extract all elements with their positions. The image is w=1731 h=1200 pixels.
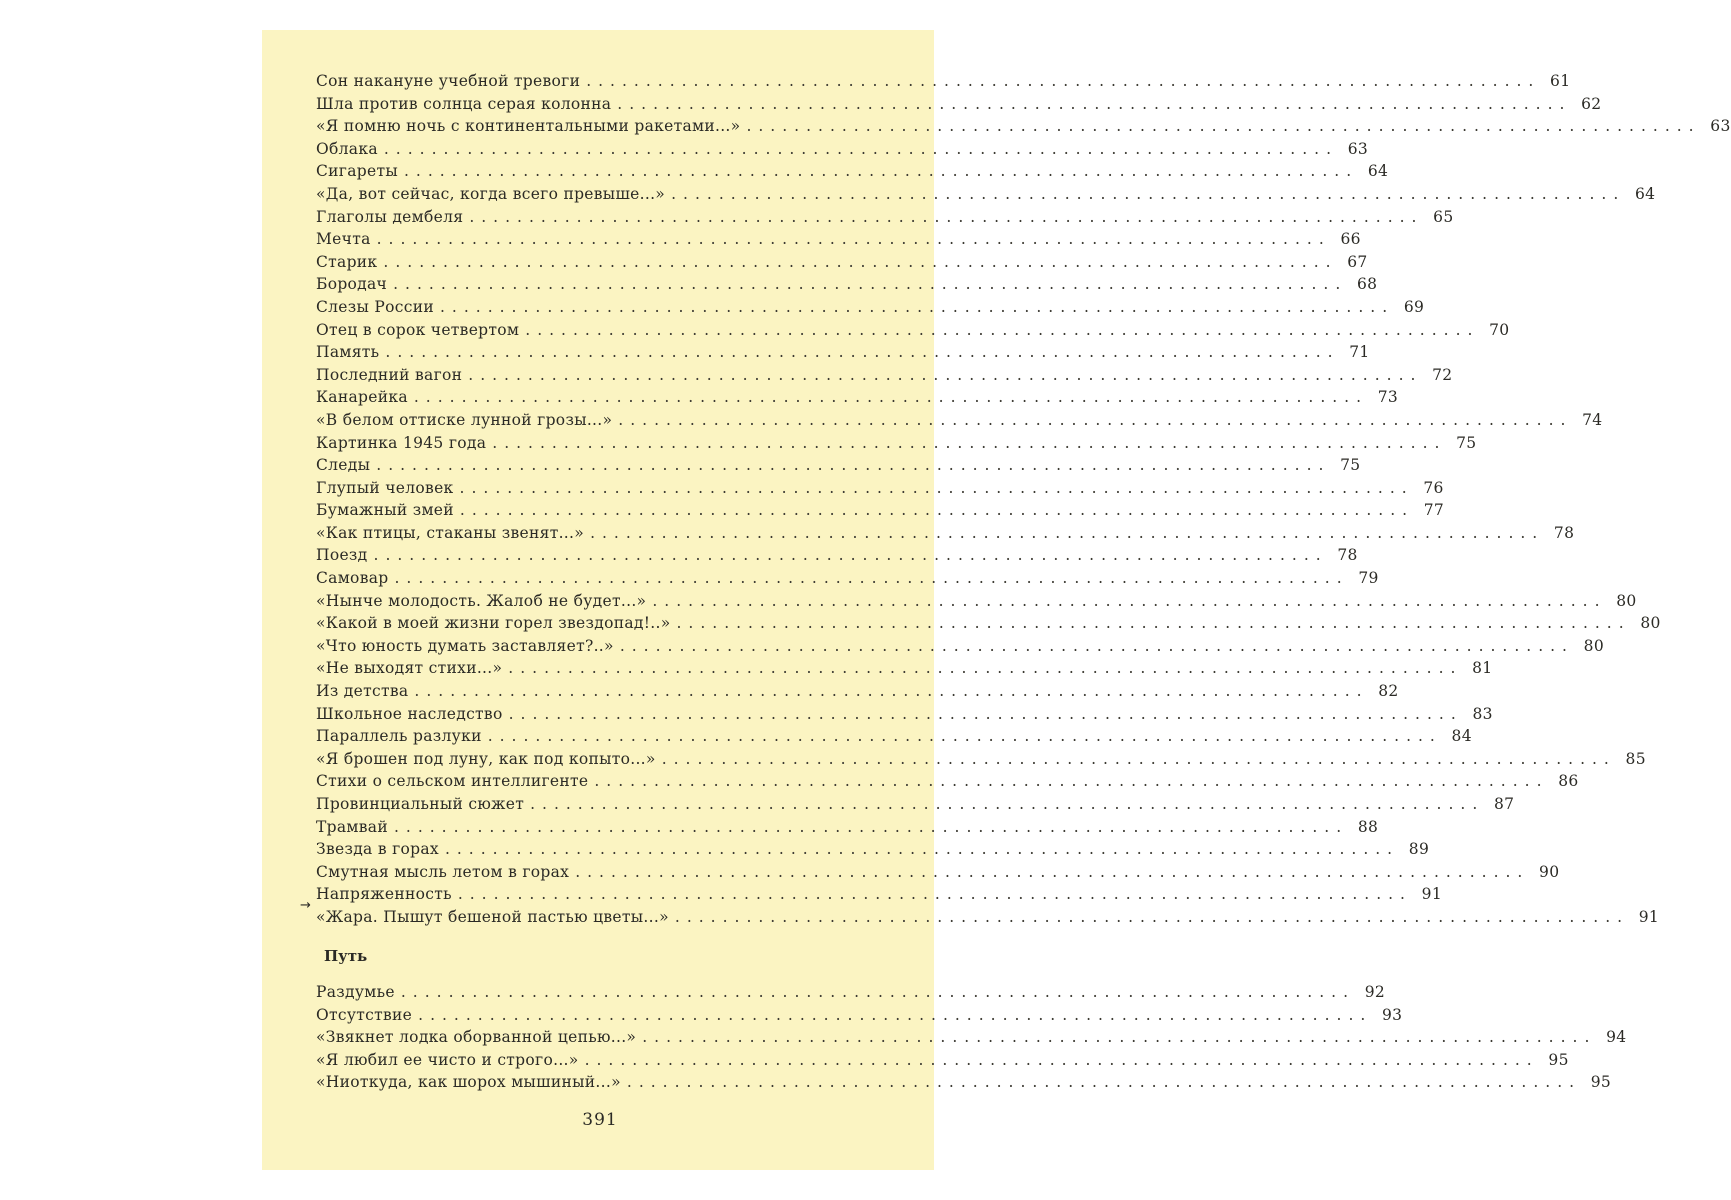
toc-entry-title: Сон накануне учебной тревоги	[316, 72, 581, 90]
toc-entry	[316, 635, 1604, 658]
toc-entry-page: 87	[1493, 795, 1515, 813]
toc-entry-page: 62	[1581, 94, 1602, 113]
dot-leader: ................................................................................	[746, 117, 1701, 136]
toc-entry-page: 95	[1590, 1073, 1612, 1092]
toc-entry-page: 84	[1451, 727, 1472, 746]
toc-entry-page: 65	[1433, 207, 1454, 226]
toc-entry-title: Из детства	[316, 682, 409, 701]
toc-entry-page: 80	[1616, 591, 1637, 610]
toc-entry-title: Бородач	[316, 275, 388, 294]
toc-entry	[316, 522, 1575, 545]
toc-entry	[316, 70, 1571, 93]
dot-leader: ................................................................................	[418, 1005, 1373, 1024]
toc-entry-title: Трамвай	[316, 817, 388, 836]
dot-leader: ................................................................................	[661, 749, 1616, 768]
toc-entry	[316, 544, 1358, 567]
toc-entry-title: «Я брошен под луну, как под копыто...»	[316, 749, 656, 768]
toc-entry-title: Параллель разлуки	[316, 727, 482, 746]
dot-leader: ................................................................................	[444, 840, 1400, 859]
toc-entry-title: «Нынче молодость. Жалоб не будет...»	[316, 591, 647, 610]
toc-entry	[316, 296, 1425, 319]
dot-leader: ................................................................................	[468, 365, 1423, 384]
toc-entry	[316, 703, 1493, 726]
toc-entry-title: «Не выходят стихи...»	[316, 659, 503, 678]
dot-leader: ................................................................................	[383, 139, 1339, 158]
dot-leader: ................................................................................	[400, 983, 1356, 1001]
page-number: 391	[582, 1110, 618, 1130]
toc-entry	[316, 138, 1369, 161]
dot-leader: ................................................................................	[459, 478, 1414, 497]
dot-leader: ................................................................................	[575, 862, 1530, 881]
toc-entry-page: 88	[1357, 817, 1379, 836]
toc-entry	[316, 183, 1656, 206]
dot-leader: ................................................................................	[393, 275, 1348, 294]
toc-entry-title: Картинка 1945 года	[316, 433, 487, 452]
toc-entry-title: Последний вагон	[316, 365, 463, 384]
toc-entry-page: 70	[1489, 320, 1510, 339]
toc-entry	[316, 1004, 1403, 1027]
toc-entry	[316, 725, 1472, 748]
toc-entry-title: Отец в сорок четвертом	[316, 320, 520, 339]
toc-entry-title: Бумажный змей	[316, 501, 454, 520]
toc-entry-page: 91	[1638, 907, 1660, 926]
dot-leader: ................................................................................	[626, 1073, 1582, 1092]
toc-entry-page: 64	[1634, 184, 1656, 203]
toc-entry-title: «В белом оттиске лунной грозы...»	[316, 410, 613, 429]
dot-leader: ................................................................................	[492, 433, 1447, 452]
toc-entry-title: Следы	[316, 456, 371, 475]
toc-entry-page: 66	[1340, 230, 1361, 249]
toc-entry-page: 94	[1606, 1028, 1627, 1047]
toc-entry-title: Шла против солнца серая колонна	[316, 94, 612, 113]
toc-entry-title: Канарейка	[316, 388, 408, 407]
dot-leader: ................................................................................	[383, 252, 1338, 271]
toc-entry-title: «Звякнет лодка оборванной цепью...»	[316, 1028, 637, 1047]
toc-entry-page: 95	[1548, 1050, 1569, 1069]
toc-entry-title: Мечта	[316, 230, 371, 249]
toc-entry-page: 86	[1558, 772, 1579, 791]
dot-leader: ................................................................................	[586, 72, 1541, 90]
toc-entry	[316, 454, 1361, 477]
dot-leader: ................................................................................	[530, 795, 1485, 813]
dot-leader: ................................................................................	[674, 907, 1630, 926]
toc-entry-title: «Ниоткуда, как шорох мышиный...»	[316, 1073, 621, 1092]
dot-leader: ................................................................................	[642, 1028, 1597, 1047]
dot-leader: ................................................................................	[394, 569, 1349, 588]
dot-leader: ................................................................................	[594, 772, 1549, 791]
toc-entry-page: 93	[1382, 1005, 1403, 1024]
toc-entry	[316, 251, 1368, 274]
toc-entry	[316, 981, 1386, 1004]
toc-entry	[316, 748, 1646, 771]
toc-entry-page: 75	[1456, 433, 1477, 452]
toc-entry	[316, 1049, 1569, 1072]
toc-entry	[316, 590, 1637, 613]
dot-leader: ................................................................................	[373, 546, 1328, 565]
toc-entry-page: 80	[1640, 614, 1661, 633]
toc-entry	[316, 567, 1379, 590]
toc-entry	[316, 319, 1510, 342]
dot-leader: ................................................................................	[393, 817, 1349, 836]
toc-entry	[316, 861, 1560, 884]
toc-entry	[316, 883, 1442, 906]
toc-entry	[316, 612, 1661, 635]
toc-entry	[316, 409, 1603, 432]
table-of-contents-section-2	[316, 981, 1627, 1094]
dot-leader: ................................................................................	[508, 659, 1463, 678]
dot-leader: ................................................................................	[403, 162, 1359, 181]
toc-entry-page: 68	[1356, 275, 1378, 294]
margin-arrow-mark: →	[300, 898, 311, 913]
dot-leader: ................................................................................	[459, 501, 1415, 520]
toc-entry	[316, 386, 1399, 409]
table-of-contents	[316, 70, 1731, 929]
toc-entry	[316, 816, 1379, 839]
toc-entry-title: «Я помню ночь с континентальными ракетами...»	[316, 117, 741, 136]
toc-entry	[316, 838, 1430, 861]
toc-entry-title: «Что юность думать заставляет?..»	[316, 636, 614, 655]
toc-entry	[316, 770, 1579, 793]
dot-leader: ................................................................................	[487, 727, 1442, 746]
dot-leader: ................................................................................	[676, 614, 1631, 633]
toc-entry-title: Слезы России	[316, 297, 434, 316]
toc-entry-title: «Какой в моей жизни горел звездопад!..»	[316, 614, 671, 633]
toc-entry-page: 63	[1347, 139, 1369, 158]
dot-leader: ................................................................................	[652, 591, 1607, 610]
toc-entry-title: Поезд	[316, 546, 368, 565]
toc-entry-title: Облака	[316, 139, 378, 158]
toc-entry	[316, 93, 1602, 116]
toc-entry	[316, 793, 1515, 816]
toc-entry-page: 91	[1421, 885, 1442, 904]
toc-entry-page: 73	[1377, 388, 1399, 407]
toc-entry-title: «Жара. Пышут бешеной пастью цветы...»	[316, 907, 669, 926]
toc-entry-page: 78	[1337, 546, 1358, 565]
toc-entry	[316, 477, 1444, 500]
toc-entry	[316, 228, 1361, 251]
toc-entry	[316, 364, 1453, 387]
toc-entry	[316, 160, 1389, 183]
dot-leader: ................................................................................	[671, 184, 1626, 203]
dot-leader: ................................................................................	[414, 682, 1369, 701]
toc-entry-title: Память	[316, 343, 380, 362]
dot-leader: ................................................................................	[508, 704, 1463, 723]
toc-entry-title: Старик	[316, 252, 378, 271]
toc-entry-page: 64	[1367, 162, 1389, 181]
toc-entry-page: 67	[1347, 252, 1368, 271]
toc-entry	[316, 206, 1454, 229]
toc-entry	[316, 499, 1445, 522]
dot-leader: ................................................................................	[469, 207, 1424, 226]
toc-entry-page: 85	[1625, 749, 1646, 768]
toc-entry	[316, 657, 1493, 680]
toc-entry-title: Напряженность	[316, 885, 452, 904]
toc-entry-page: 75	[1340, 456, 1361, 475]
toc-entry-title: Провинциальный сюжет	[316, 795, 525, 813]
toc-entry	[316, 906, 1660, 929]
dot-leader: ................................................................................	[590, 523, 1545, 542]
toc-entry	[316, 432, 1477, 455]
toc-entry-page: 71	[1349, 343, 1370, 362]
toc-entry-title: Смутная мысль летом в горах	[316, 862, 570, 881]
toc-entry-page: 72	[1432, 365, 1453, 384]
dot-leader: ................................................................................	[376, 456, 1331, 475]
section-heading: Путь	[324, 947, 368, 965]
toc-entry-page: 92	[1364, 983, 1386, 1001]
toc-entry-page: 63	[1710, 117, 1731, 136]
dot-leader: ................................................................................	[525, 320, 1480, 339]
toc-entry-title: Глупый человек	[316, 478, 454, 497]
toc-entry	[316, 1026, 1627, 1049]
toc-entry-page: 79	[1358, 569, 1379, 588]
toc-entry-title: Звезда в горах	[316, 840, 439, 859]
toc-entry-title: Школьное наследство	[316, 704, 503, 723]
toc-entry	[316, 115, 1731, 138]
toc-entry-title: Самовар	[316, 569, 389, 588]
toc-entry-page: 61	[1550, 72, 1571, 90]
toc-entry-page: 80	[1583, 636, 1604, 655]
toc-entry-title: «Да, вот сейчас, когда всего превыше...»	[316, 184, 666, 203]
toc-entry	[316, 341, 1370, 364]
toc-entry-title: Сигареты	[316, 162, 398, 181]
dot-leader: ................................................................................	[619, 636, 1574, 655]
toc-entry	[316, 680, 1399, 703]
toc-entry-title: «Я любил ее чисто и строго...»	[316, 1050, 579, 1069]
dot-leader: ................................................................................	[385, 343, 1340, 362]
toc-entry-title: Глаголы дембеля	[316, 207, 464, 226]
toc-entry-page: 74	[1582, 410, 1603, 429]
toc-entry-page: 76	[1423, 478, 1444, 497]
dot-leader: ................................................................................	[439, 297, 1395, 316]
toc-entry-title: «Как птицы, стаканы звенят...»	[316, 523, 585, 542]
dot-leader: ................................................................................	[457, 885, 1412, 904]
toc-entry-page: 82	[1378, 682, 1399, 701]
toc-entry	[316, 273, 1378, 296]
toc-entry-page: 78	[1553, 523, 1575, 542]
dot-leader: ................................................................................	[618, 410, 1573, 429]
toc-entry-page: 83	[1472, 704, 1493, 723]
dot-leader: ................................................................................	[376, 230, 1331, 249]
dot-leader: ................................................................................	[617, 94, 1572, 113]
toc-entry-page: 81	[1472, 659, 1493, 678]
toc-entry-page: 89	[1408, 840, 1430, 859]
toc-entry-title: Раздумье	[316, 983, 395, 1001]
toc-entry	[316, 1071, 1612, 1094]
toc-entry-title: Отсутствие	[316, 1005, 413, 1024]
toc-entry-title: Стихи о сельском интеллигенте	[316, 772, 589, 791]
toc-entry-page: 90	[1539, 862, 1560, 881]
dot-leader: ................................................................................	[413, 388, 1369, 407]
toc-entry-page: 69	[1403, 297, 1425, 316]
toc-entry-page: 77	[1423, 501, 1445, 520]
dot-leader: ................................................................................	[584, 1050, 1539, 1069]
